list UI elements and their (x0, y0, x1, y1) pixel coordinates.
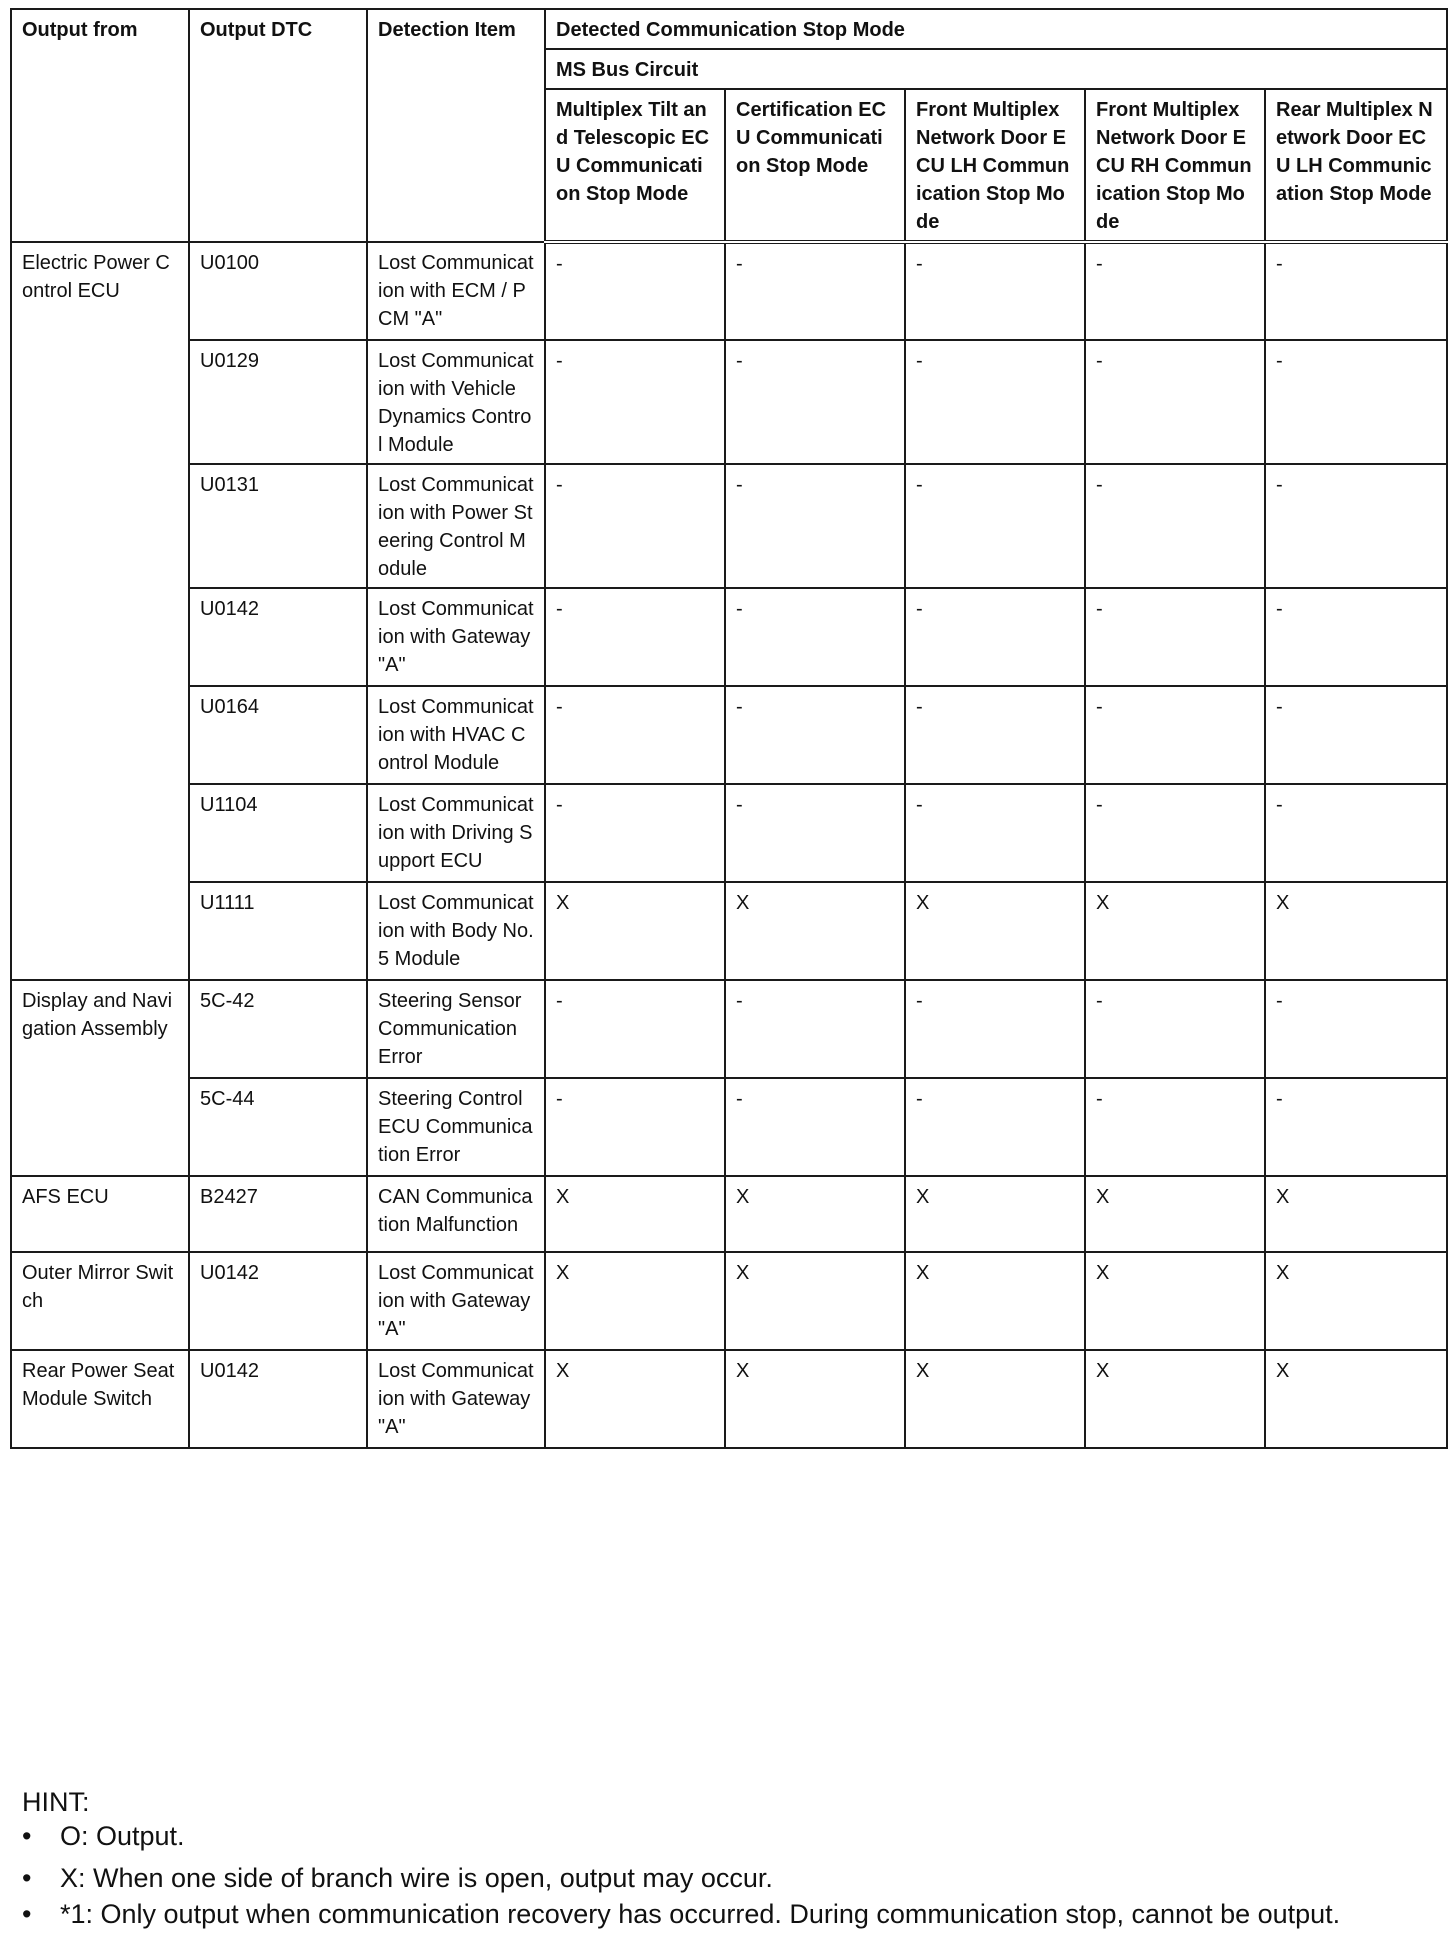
header-mode: Multiplex Tilt and Telescopic ECU Communication Stop Mode (545, 89, 725, 242)
mode-status-cell: - (1265, 784, 1447, 882)
mode-status-cell: - (545, 242, 725, 340)
dtc-code-cell: U1104 (189, 784, 367, 882)
hint-text: O: Output. (60, 1821, 185, 1851)
output-from-cell: Rear Power Seat Module Switch (11, 1350, 189, 1448)
mode-status-cell: - (905, 784, 1085, 882)
dtc-code-cell: B2427 (189, 1176, 367, 1252)
hint-text: X: When one side of branch wire is open, output may occur. (60, 1863, 773, 1893)
mode-status-cell: X (545, 1252, 725, 1350)
mode-status-cell: - (1085, 464, 1265, 588)
mode-status-cell: - (545, 686, 725, 784)
mode-status-cell: - (1265, 588, 1447, 686)
mode-status-cell: - (725, 242, 905, 340)
mode-status-cell: - (545, 784, 725, 882)
mode-status-cell: - (1085, 686, 1265, 784)
mode-status-cell: - (545, 464, 725, 588)
mode-status-cell: X (1085, 882, 1265, 980)
mode-status-cell: X (545, 882, 725, 980)
output-from-cell: AFS ECU (11, 1176, 189, 1252)
mode-status-cell: - (1265, 1078, 1447, 1176)
table-row (11, 340, 1447, 464)
dtc-code-cell: U1111 (189, 882, 367, 980)
detection-item-cell: Lost Communication with Vehicle Dynamics Control Module (367, 340, 545, 464)
dtc-code-cell: U0142 (189, 1252, 367, 1350)
table-row (11, 980, 1447, 1078)
mode-status-cell: - (725, 464, 905, 588)
mode-status-cell: X (725, 882, 905, 980)
table-row (11, 1350, 1447, 1448)
mode-status-cell: - (725, 340, 905, 464)
bullet-icon: • (22, 1863, 32, 1893)
header-mode: Certification ECU Communication Stop Mode (725, 89, 905, 242)
mode-status-cell: - (545, 980, 725, 1078)
mode-status-cell: X (905, 882, 1085, 980)
mode-status-cell: - (905, 340, 1085, 464)
mode-status-cell: - (725, 1078, 905, 1176)
detection-item-cell: CAN Communication Malfunction (367, 1176, 545, 1252)
mode-status-cell: - (1265, 686, 1447, 784)
hint-item (22, 1861, 1442, 1895)
mode-status-cell: X (905, 1252, 1085, 1350)
mode-status-cell: - (905, 242, 1085, 340)
hint-item (22, 1819, 1442, 1853)
mode-status-cell: - (725, 686, 905, 784)
header-bus-circuit: MS Bus Circuit (545, 49, 1447, 89)
header-output-from: Output from (11, 9, 189, 242)
dtc-communication-table (10, 8, 1448, 1449)
hint-section (22, 1785, 1442, 1933)
header-mode: Front Multiplex Network Door ECU RH Communication Stop Mode (1085, 89, 1265, 242)
mode-status-cell: - (1265, 464, 1447, 588)
table-row (11, 1078, 1447, 1176)
detection-item-cell: Lost Communication with Driving Support ECU (367, 784, 545, 882)
output-from-cell: Outer Mirror Switch (11, 1252, 189, 1350)
mode-status-cell: - (1265, 242, 1447, 340)
bullet-icon: • (22, 1821, 32, 1851)
detection-item-cell: Lost Communication with ECM / PCM "A" (367, 242, 545, 340)
mode-status-cell: - (1265, 980, 1447, 1078)
hint-text: *1: Only output when communication recovery has occurred. During communication stop, cannot be output. (60, 1899, 1341, 1929)
dtc-code-cell: 5C-44 (189, 1078, 367, 1176)
mode-status-cell: X (725, 1350, 905, 1448)
detection-item-cell: Lost Communication with Body No. 5 Module (367, 882, 545, 980)
mode-status-cell: - (1085, 588, 1265, 686)
mode-status-cell: - (545, 1078, 725, 1176)
detection-item-cell: Steering Control ECU Communication Error (367, 1078, 545, 1176)
mode-status-cell: - (545, 340, 725, 464)
mode-status-cell: X (545, 1350, 725, 1448)
table-row (11, 1176, 1447, 1252)
mode-status-cell: X (905, 1176, 1085, 1252)
mode-status-cell: - (905, 464, 1085, 588)
table-row (11, 1252, 1447, 1350)
detection-item-cell: Lost Communication with Gateway "A" (367, 1350, 545, 1448)
mode-status-cell: X (1265, 1350, 1447, 1448)
output-from-cell: Display and Navigation Assembly (11, 980, 189, 1176)
dtc-code-cell: U0100 (189, 242, 367, 340)
mode-status-cell: - (545, 588, 725, 686)
mode-status-cell: X (1265, 1176, 1447, 1252)
mode-status-cell: - (1085, 340, 1265, 464)
mode-status-cell: X (725, 1252, 905, 1350)
header-detection-item: Detection Item (367, 9, 545, 242)
hint-title: HINT: (22, 1787, 90, 1817)
dtc-code-cell: U0164 (189, 686, 367, 784)
dtc-code-cell: U0131 (189, 464, 367, 588)
table-row (11, 588, 1447, 686)
hint-item (22, 1897, 1442, 1931)
detection-item-cell: Steering Sensor Communication Error (367, 980, 545, 1078)
dtc-code-cell: U0142 (189, 1350, 367, 1448)
mode-status-cell: - (1265, 340, 1447, 464)
mode-status-cell: - (905, 588, 1085, 686)
header-output-dtc: Output DTC (189, 9, 367, 242)
mode-status-cell: - (1085, 980, 1265, 1078)
mode-status-cell: - (905, 686, 1085, 784)
mode-status-cell: - (905, 980, 1085, 1078)
table-body (11, 242, 1447, 1448)
mode-status-cell: - (1085, 784, 1265, 882)
hint-list (22, 1819, 1442, 1931)
dtc-code-cell: 5C-42 (189, 980, 367, 1078)
table-row (11, 242, 1447, 340)
mode-status-cell: X (1265, 882, 1447, 980)
header-mode: Rear Multiplex Network Door ECU LH Communication Stop Mode (1265, 89, 1447, 242)
dtc-code-cell: U0142 (189, 588, 367, 686)
mode-status-cell: - (1085, 1078, 1265, 1176)
table-row (11, 464, 1447, 588)
mode-status-cell: - (905, 1078, 1085, 1176)
mode-status-cell: X (1085, 1252, 1265, 1350)
mode-status-cell: X (1085, 1176, 1265, 1252)
table-row (11, 686, 1447, 784)
mode-status-cell: - (1085, 242, 1265, 340)
header-detected-mode: Detected Communication Stop Mode (545, 9, 1447, 49)
dtc-code-cell: U0129 (189, 340, 367, 464)
bullet-icon: • (22, 1899, 32, 1929)
detection-item-cell: Lost Communication with Gateway "A" (367, 1252, 545, 1350)
mode-status-cell: - (725, 588, 905, 686)
mode-status-cell: - (725, 784, 905, 882)
header-row-1 (11, 9, 1447, 49)
output-from-cell: Electric Power Control ECU (11, 242, 189, 980)
detection-item-cell: Lost Communication with Power Steering Control Module (367, 464, 545, 588)
mode-status-cell: - (725, 980, 905, 1078)
table-row (11, 882, 1447, 980)
table-row (11, 784, 1447, 882)
detection-item-cell: Lost Communication with Gateway "A" (367, 588, 545, 686)
mode-status-cell: X (725, 1176, 905, 1252)
mode-status-cell: X (1265, 1252, 1447, 1350)
detection-item-cell: Lost Communication with HVAC Control Module (367, 686, 545, 784)
mode-status-cell: X (1085, 1350, 1265, 1448)
mode-status-cell: X (545, 1176, 725, 1252)
mode-status-cell: X (905, 1350, 1085, 1448)
header-mode: Front Multiplex Network Door ECU LH Communication Stop Mode (905, 89, 1085, 242)
